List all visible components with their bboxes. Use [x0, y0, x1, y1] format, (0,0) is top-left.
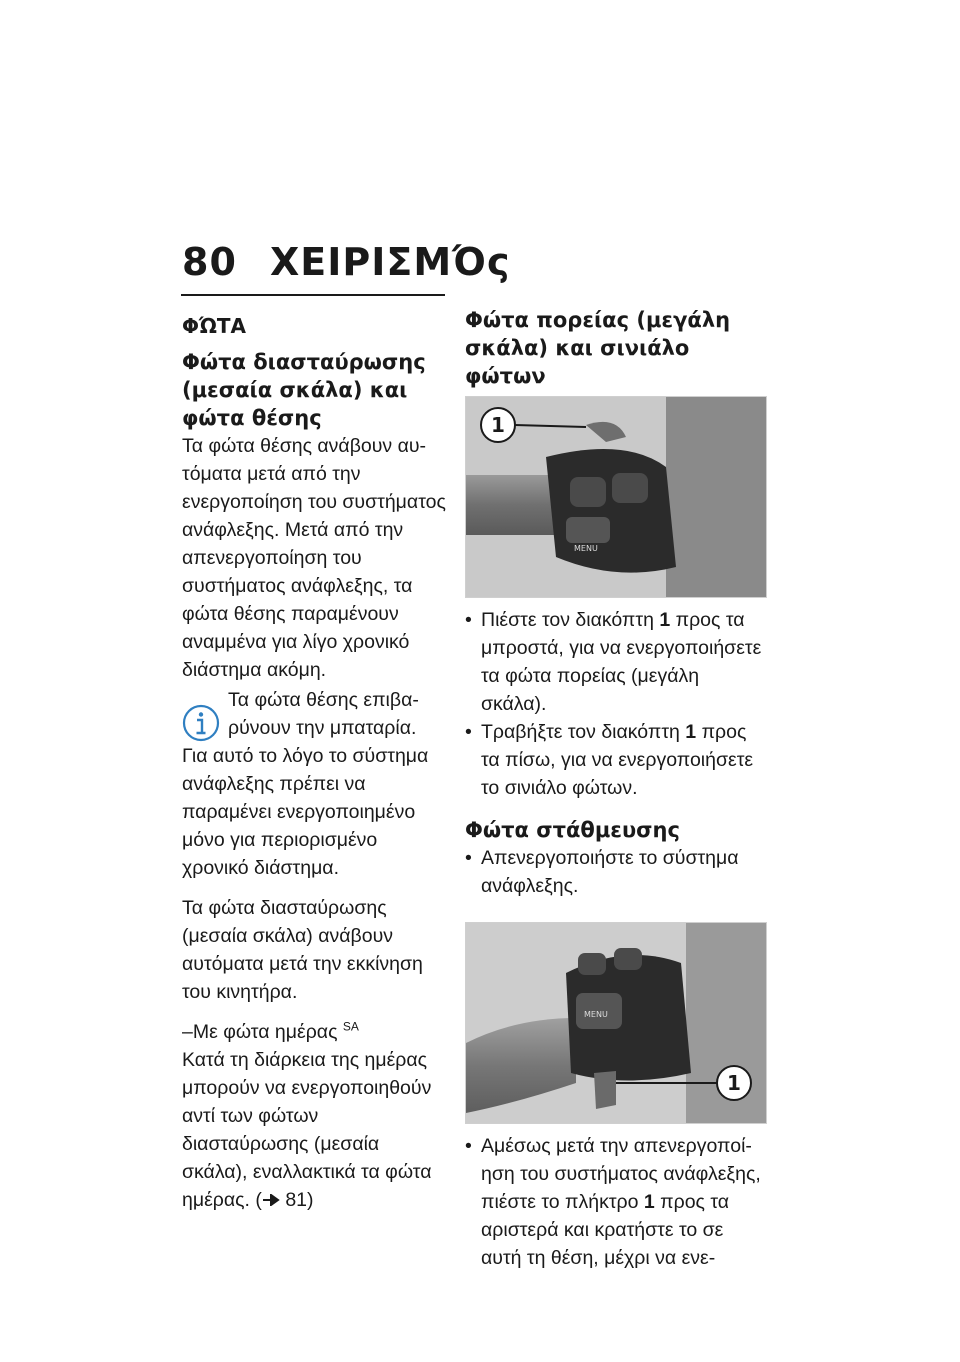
right-column — [465, 306, 765, 1272]
chapter-title: ΧΕΙΡΙΣΜΌς — [270, 240, 511, 284]
info-icon — [182, 704, 220, 742]
info-note — [228, 686, 448, 742]
bullet-flash — [465, 718, 765, 802]
para-parking-lights-auto: Τα φώτα θέσης ανάβουν αυτόματα μετά από την ενεργοποίηση του συστήματος ανάφλεξης. Μετά από την απενεργοποίηση του συστήματος ανάφλεξης, τα φώτα θέσης παραμένουν αναμμένα για λίγο χρονικό διάστημα ακόμη. — [182, 435, 446, 681]
para-daytime — [182, 1046, 448, 1214]
bullet-hold-button — [465, 1132, 765, 1272]
bullet-high-beam — [465, 606, 765, 718]
bullet4-num: 1 — [643, 1191, 655, 1213]
para-auto-dipped: Τα φώτα διασταύρωσης (μεσαία σκάλα) ανάβουν αυτόματα μετά την εκκίνηση του κινητήρα. — [182, 897, 423, 1003]
left-column — [182, 300, 448, 1214]
heading-dipped-beam: Φώτα διασταύρωσης (μεσαία σκάλα) και φώτα θέσης — [182, 350, 426, 430]
para-ignition-limited: Για αυτό το λόγο το σύστημα ανάφλεξης πρέπει να παραμένει ενεργοποιημένο μόνο για περιορισμένο χρονικό διάστημα. — [182, 745, 429, 879]
bullet2-a: Τραβήξτε τον διακόπτη — [481, 721, 686, 743]
page-reference-number: 81) — [285, 1189, 314, 1211]
page-header — [182, 240, 511, 284]
photo1-menu-label: MENU — [574, 544, 598, 553]
section-rule — [181, 294, 445, 296]
bullet1-b: προς τα μπροστά, για να ενεργοποιήσετε τα φώτα πορείας (μεγάλη σκάλα). — [481, 609, 762, 715]
option-line: –Με φώτα ημέρας $^{SA}$ — [182, 1019, 359, 1043]
photo-high-beam-switch — [465, 396, 767, 598]
bullet4-b: προς τα αριστερά και κρατήστε το σε αυτή τη θέση, μέχρι να ενε- — [481, 1191, 730, 1269]
page-reference[interactable]: ( 81) — [255, 1189, 314, 1211]
page-number: 80 — [182, 240, 237, 284]
bullet-ignition-off: • Απενεργοποιήστε το σύστημα ανάφλεξης. — [465, 844, 765, 900]
section-title: ΦΏΤΑ — [182, 314, 247, 338]
bullet1-num: 1 — [659, 609, 671, 631]
option-label: Με φώτα ημέρας — [192, 1021, 338, 1043]
note-text: Τα φώτα θέσης επιβαρύνουν την μπαταρία. — [228, 689, 419, 739]
photo1-callout: 1 — [491, 413, 505, 437]
arrow-icon — [262, 1194, 280, 1206]
bullet4-a: Αμέσως μετά την απενεργοποίηση του συστήματος ανάφλεξης, πιέστε το πλήκτρο — [481, 1135, 761, 1213]
bullet2-num: 1 — [685, 721, 697, 743]
bullet2-b: προς τα πίσω, για να ενεργοποιήσετε το σινιάλο φώτων. — [481, 721, 754, 799]
photo2-callout: 1 — [727, 1071, 741, 1095]
photo-parking-switch — [465, 922, 767, 1124]
para-daytime-text: Κατά τη διάρκεια της ημέρας μπορούν να ενεργοποιηθούν αντί των φώτων διασταύρωσης (μεσαία σκάλα), εναλλακτικά τα φώτα ημέρας. — [182, 1049, 432, 1211]
heading-parking: Φώτα στάθμευσης — [465, 818, 680, 842]
bullet1-a: Πιέστε τον διακόπτη — [481, 609, 660, 631]
photo2-menu-label: MENU — [584, 1010, 608, 1019]
option-sup: SA — [342, 1019, 359, 1034]
heading-high-beam: Φώτα πορείας (μεγάλη σκάλα) και σινιάλο φώτων — [465, 308, 731, 388]
